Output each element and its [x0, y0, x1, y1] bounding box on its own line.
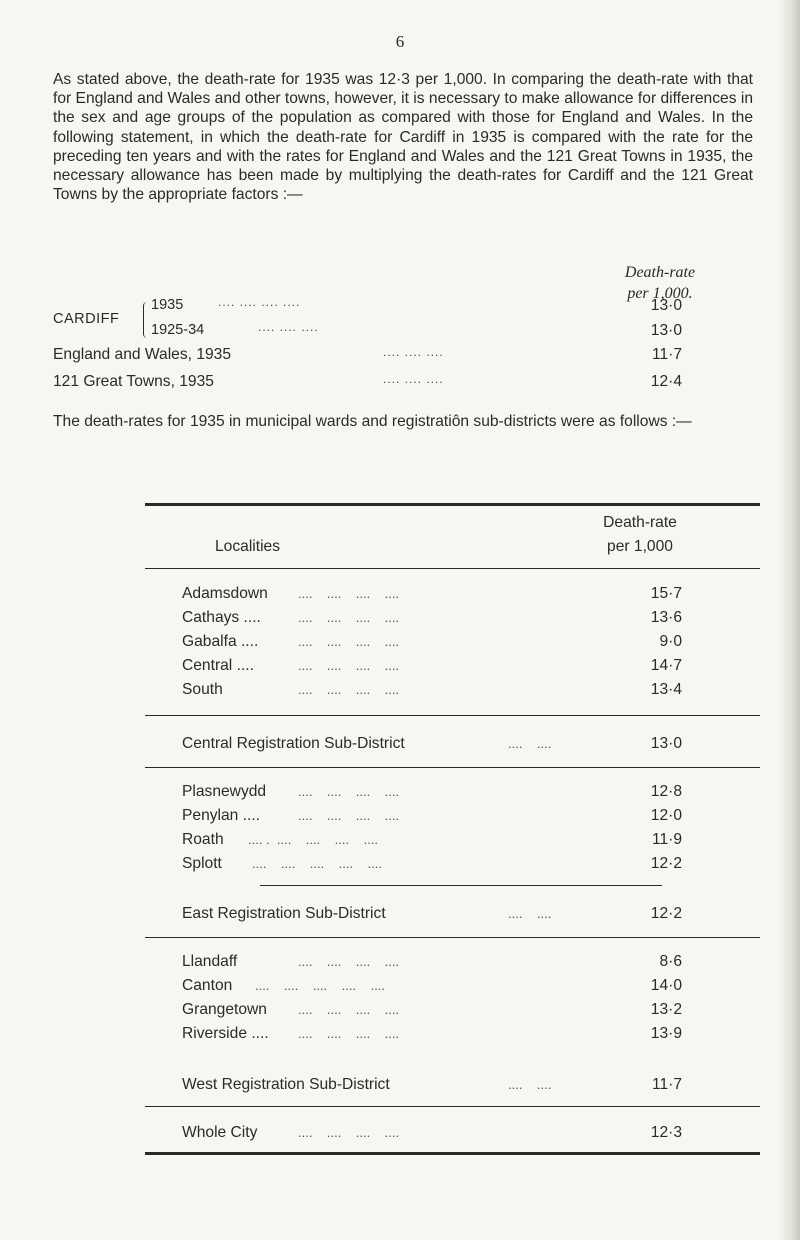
- leader-dots: .... .... .... ....: [298, 634, 400, 649]
- ward-name: Gabalfa ....: [182, 633, 259, 650]
- ward-name: Roath: [182, 831, 224, 848]
- header-rule: [145, 568, 760, 569]
- comparison-row-value: 11·7: [651, 346, 682, 363]
- total-name: Whole City: [182, 1124, 258, 1141]
- leader-dots: .... .... .... ....: [298, 682, 400, 697]
- ward-name: South: [182, 681, 223, 698]
- leader-dots: .... .... .... .... ....: [252, 856, 383, 871]
- leader-dots: .... ....: [508, 1077, 552, 1092]
- subdistrict-rate: 13·0: [650, 735, 682, 752]
- comparison-row-label: 1925-34: [151, 322, 205, 338]
- ward-name: Cathays ....: [182, 609, 261, 626]
- table-top-rule: [145, 503, 760, 506]
- second-paragraph: The death-rates for 1935 in municipal wards and registratiôn sub-districts were as follows :—: [53, 413, 692, 430]
- rate-header-line2: per 1,000: [607, 538, 673, 555]
- ward-name: Central ....: [182, 657, 254, 674]
- comparison-header-line1: Death-rate: [624, 264, 696, 281]
- ward-name: Canton: [182, 977, 233, 994]
- comparison-row-label: 1935: [151, 297, 184, 313]
- cardiff-brace: [143, 302, 150, 338]
- ward-name: Adamsdown: [182, 585, 268, 602]
- ward-rate: 12·8: [650, 783, 682, 800]
- ward-name: Penylan ....: [182, 807, 261, 824]
- comparison-row-dots: .... .... ....: [383, 345, 444, 359]
- leader-dots: .... .... .... ....: [298, 1125, 400, 1140]
- subdistrict-rate: 11·7: [651, 1076, 682, 1093]
- leader-dots: .... .... .... ....: [298, 954, 400, 969]
- localities-header: Localities: [215, 538, 281, 555]
- leader-dots: .... . .... .... .... ....: [248, 832, 379, 847]
- ward-rate: 13·6: [650, 609, 682, 626]
- comparison-row-label: England and Wales, 1935: [53, 346, 232, 363]
- group-rule: [145, 937, 760, 938]
- comparison-row-label: 121 Great Towns, 1935: [53, 373, 214, 390]
- ward-rate: 12·2: [650, 855, 682, 872]
- leader-dots: .... .... .... ....: [298, 784, 400, 799]
- cardiff-group-label: CARDIFF: [53, 311, 120, 327]
- group-rule: [145, 767, 760, 768]
- comparison-row-dots: .... .... .... ....: [218, 295, 301, 309]
- ward-name: Riverside ....: [182, 1025, 269, 1042]
- comparison-row-dots: .... .... ....: [258, 320, 319, 334]
- comparison-row-dots: .... .... ....: [383, 372, 444, 386]
- leader-dots: .... .... .... ....: [298, 610, 400, 625]
- ward-rate: 12·0: [650, 807, 682, 824]
- page-edge-shadow: [778, 0, 800, 1240]
- leader-dots: .... .... .... ....: [298, 1002, 400, 1017]
- leader-dots: .... ....: [508, 736, 552, 751]
- leader-dots: .... .... .... ....: [298, 586, 400, 601]
- comparison-row-value: 13·0: [650, 322, 682, 339]
- ward-rate: 13·9: [650, 1025, 682, 1042]
- comparison-header-line2: per 1,000.: [627, 285, 693, 302]
- leader-dots: .... ....: [508, 906, 552, 921]
- leader-dots: .... .... .... ....: [298, 658, 400, 673]
- ward-rate: 13·2: [650, 1001, 682, 1018]
- ward-rate: 14·0: [650, 977, 682, 994]
- leader-dots: .... .... .... ....: [298, 1026, 400, 1041]
- ward-name: Llandaff: [182, 953, 238, 970]
- ward-rate: 14·7: [650, 657, 682, 674]
- subdistrict-name: East Registration Sub-District: [182, 905, 386, 922]
- ward-rate: 11·9: [651, 831, 682, 848]
- ward-rate: 9·0: [659, 633, 682, 650]
- rate-header-line1: Death-rate: [603, 514, 677, 531]
- page-number: 6: [395, 32, 405, 51]
- ward-name: Splott: [182, 855, 222, 872]
- subdistrict-name: West Registration Sub-District: [182, 1076, 390, 1093]
- group-rule: [145, 1106, 760, 1107]
- leader-dots: .... .... .... .... ....: [255, 978, 386, 993]
- subtotal-rule: [145, 715, 760, 716]
- ward-name: Plasnewydd: [182, 783, 267, 800]
- subtotal-rule: [260, 885, 662, 886]
- table-bottom-rule: [145, 1152, 760, 1155]
- comparison-row-value: 12·4: [650, 373, 682, 390]
- ward-rate: 8·6: [659, 953, 682, 970]
- subdistrict-rate: 12·2: [650, 905, 682, 922]
- intro-paragraph: As stated above, the death-rate for 1935 was 12·3 per 1,000. In comparing the death-rate with that for England and Wales and other towns, however, it is necessary to make allowance for differences in the sex and age groups of the population as compared with those for England and Wales. In the following statement, in which the death-rate for Cardiff in 1935 is compared with the rate for the preceding ten years and with the rates for England and Wales and the 121 Great Towns in 1935, the necessary allowance has been made by multiplying the death-rates for Cardiff and the 121 Great Towns by the appropriate factors :—: [53, 71, 753, 204]
- comparison-row-value: 13·0: [650, 297, 682, 314]
- subdistrict-name: Central Registration Sub-District: [182, 735, 405, 752]
- ward-rate: 13·4: [650, 681, 682, 698]
- total-rate: 12·3: [650, 1124, 682, 1141]
- leader-dots: .... .... .... ....: [298, 808, 400, 823]
- ward-name: Grangetown: [182, 1001, 267, 1018]
- ward-rate: 15·7: [650, 585, 682, 602]
